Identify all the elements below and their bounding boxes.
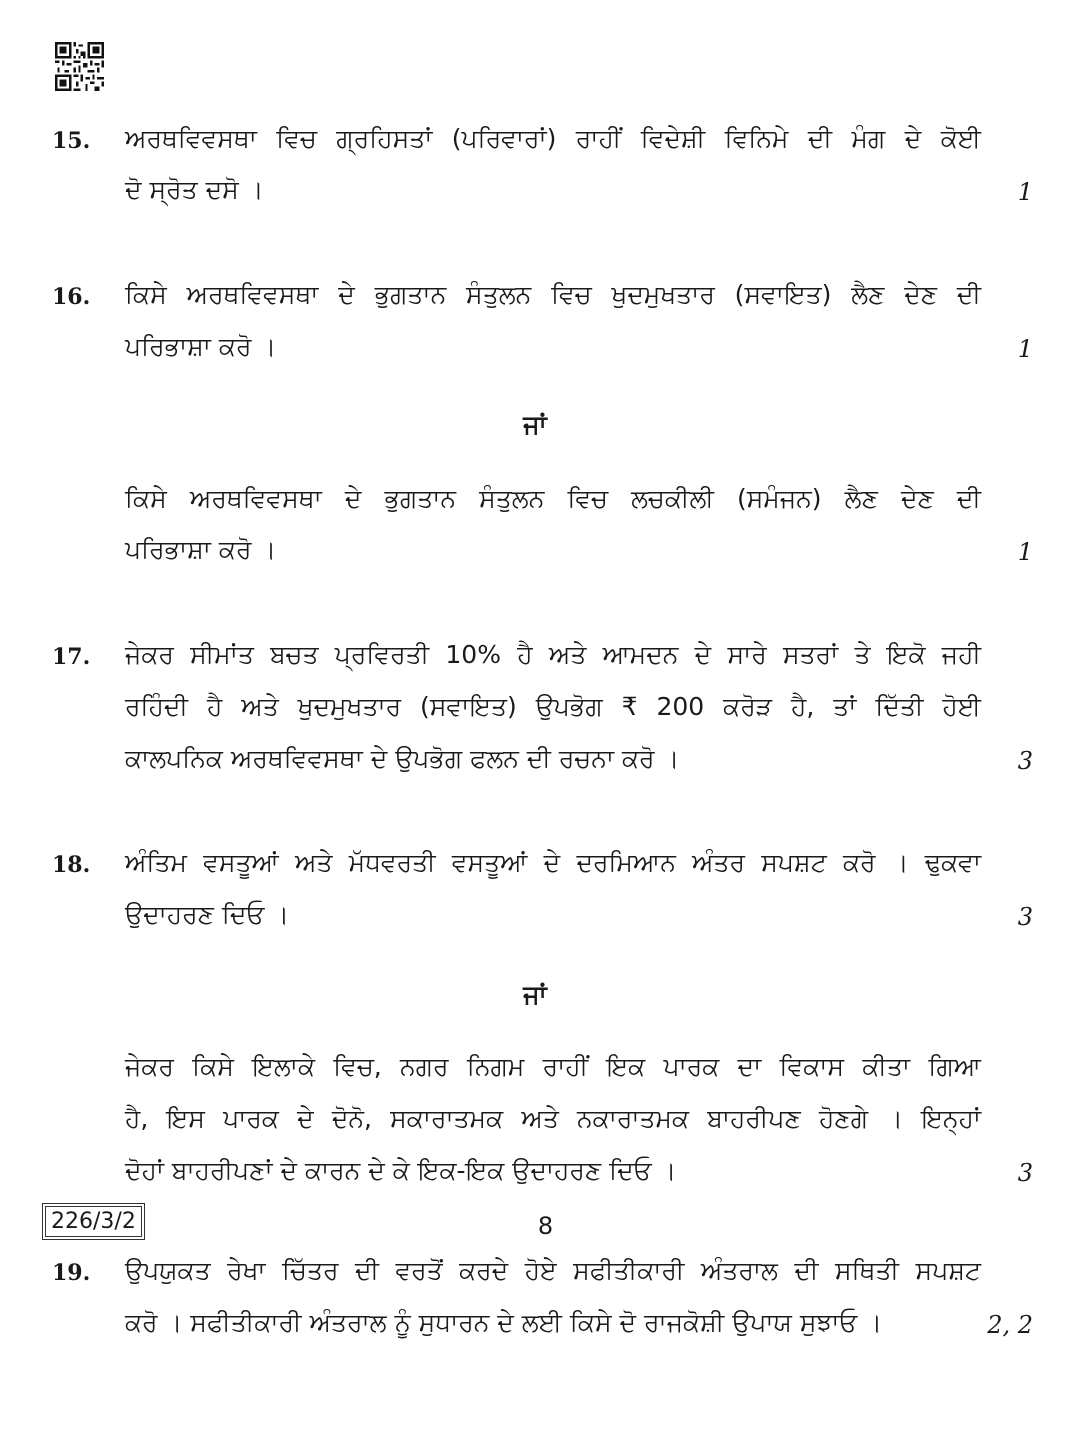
question-15-line-2: ਦੋ ਸ੍ਰੋਤ ਦਸੋ । — [125, 175, 264, 204]
question-16-number: 16. — [52, 284, 91, 310]
question-18-number: 18. — [52, 852, 91, 878]
question-16-alt-line-2: ਪਰਿਭਾਸ਼ਾ ਕਰੋ । — [125, 535, 277, 564]
question-19-marks: 2, 2 — [987, 1311, 1033, 1339]
question-18-marks: 3 — [1017, 903, 1033, 931]
question-15-number: 15. — [52, 128, 91, 154]
question-18-line-2: ਉਦਾਹਰਣ ਦਿਓ । — [125, 900, 290, 929]
qr-code-image — [55, 42, 104, 91]
question-16-line-1: ਕਿਸੇ ਅਰਥਵਿਵਸਥਾ ਦੇ ਭੁਗਤਾਨ ਸੰਤੁਲਨ ਵਿਚ ਖੁਦਮੁਖਤਾਰ (ਸਵਾਇਤ) ਲੈਣ ਦੇਣ ਦੀ — [125, 280, 981, 309]
question-18-alt-line-1: ਜੇਕਰ ਕਿਸੇ ਇਲਾਕੇ ਵਿਚ, ਨਗਰ ਨਿਗਮ ਰਾਹੀਂ ਇਕ ਪਾਰਕ ਦਾ ਵਿਕਾਸ ਕੀਤਾ ਗਿਆ — [125, 1052, 981, 1081]
question-19-line-1: ਉਪਯੁਕਤ ਰੇਖਾ ਚਿੱਤਰ ਦੀ ਵਰਤੋਂ ਕਰਦੇ ਹੋਏ ਸਫੀਤੀਕਾਰੀ ਅੰਤਰਾਲ ਦੀ ਸਥਿਤੀ ਸਪਸ਼ਟ — [125, 1256, 981, 1285]
question-16-or-label: ਜਾਂ — [523, 410, 547, 439]
question-17-line-3: ਕਾਲਪਨਿਕ ਅਰਥਵਿਵਸਥਾ ਦੇ ਉਪਭੋਗ ਫਲਨ ਦੀ ਰਚਨਾ ਕਰੋ । — [125, 744, 680, 773]
question-18-or-label: ਜਾਂ — [523, 980, 547, 1009]
question-19-line-2: ਕਰੋ । ਸਫੀਤੀਕਾਰੀ ਅੰਤਰਾਲ ਨੂੰ ਸੁਧਾਰਨ ਦੇ ਲਈ ਕਿਸੇ ਦੋ ਰਾਜਕੋਸ਼ੀ ਉਪਾਯ ਸੁਝਾਓ । — [125, 1308, 883, 1337]
question-17-marks: 3 — [1017, 747, 1033, 775]
question-18-alt-marks: 3 — [1017, 1159, 1033, 1187]
question-16-alt-marks: 1 — [1017, 538, 1033, 566]
question-18-line-1: ਅੰਤਿਮ ਵਸਤੂਆਂ ਅਤੇ ਮੱਧਵਰਤੀ ਵਸਤੂਆਂ ਦੇ ਦਰਮਿਆਨ ਅੰਤਰ ਸਪਸ਼ਟ ਕਰੋ । ਢੁਕਵਾ — [125, 848, 981, 877]
question-16-marks: 1 — [1017, 335, 1033, 363]
question-16-alt-line-1: ਕਿਸੇ ਅਰਥਵਿਵਸਥਾ ਦੇ ਭੁਗਤਾਨ ਸੰਤੁਲਨ ਵਿਚ ਲਚਕੀਲੀ (ਸਮੰਜਨ) ਲੈਣ ਦੇਣ ਦੀ — [125, 484, 981, 513]
paper-code: 226/3/2 — [45, 1206, 142, 1237]
question-18-alt-line-3: ਦੋਹਾਂ ਬਾਹਰੀਪਣਾਂ ਦੇ ਕਾਰਨ ਦੇ ਕੇ ਇਕ-ਇਕ ਉਦਾਹਰਣ ਦਿਓ । — [125, 1156, 677, 1185]
question-19-number: 19. — [52, 1260, 91, 1286]
question-16-line-2: ਪਰਿਭਾਸ਼ਾ ਕਰੋ । — [125, 332, 277, 361]
question-18-alt-line-2: ਹੈ, ਇਸ ਪਾਰਕ ਦੇ ਦੋਨੋ, ਸਕਾਰਾਤਮਕ ਅਤੇ ਨਕਾਰਾਤਮਕ ਬਾਹਰੀਪਣ ਹੋਣਗੇ । ਇਨ੍ਹਾਂ — [125, 1104, 981, 1133]
question-17-line-1: ਜੇਕਰ ਸੀਮਾਂਤ ਬਚਤ ਪ੍ਰਵਿਰਤੀ 10% ਹੈ ਅਤੇ ਆਮਦਨ ਦੇ ਸਾਰੇ ਸਤਰਾਂ ਤੇ ਇਕੋ ਜਹੀ — [125, 640, 981, 669]
question-17-line-2: ਰਹਿੰਦੀ ਹੈ ਅਤੇ ਖੁਦਮੁਖਤਾਰ (ਸਵਾਇਤ) ਉਪਭੋਗ ₹ 200 ਕਰੋੜ ਹੈ, ਤਾਂ ਦਿੱਤੀ ਹੋਈ — [125, 692, 981, 721]
question-17-number: 17. — [52, 644, 91, 670]
question-15-marks: 1 — [1017, 178, 1033, 206]
question-15-line-1: ਅਰਥਵਿਵਸਥਾ ਵਿਚ ਗ੍ਰਹਿਸਤਾਂ (ਪਰਿਵਾਰਾਂ) ਰਾਹੀਂ ਵਿਦੇਸ਼ੀ ਵਿਨਿਮੇ ਦੀ ਮੰਗ ਦੇ ਕੋਈ — [125, 124, 981, 153]
page-number: 8 — [537, 1212, 554, 1240]
